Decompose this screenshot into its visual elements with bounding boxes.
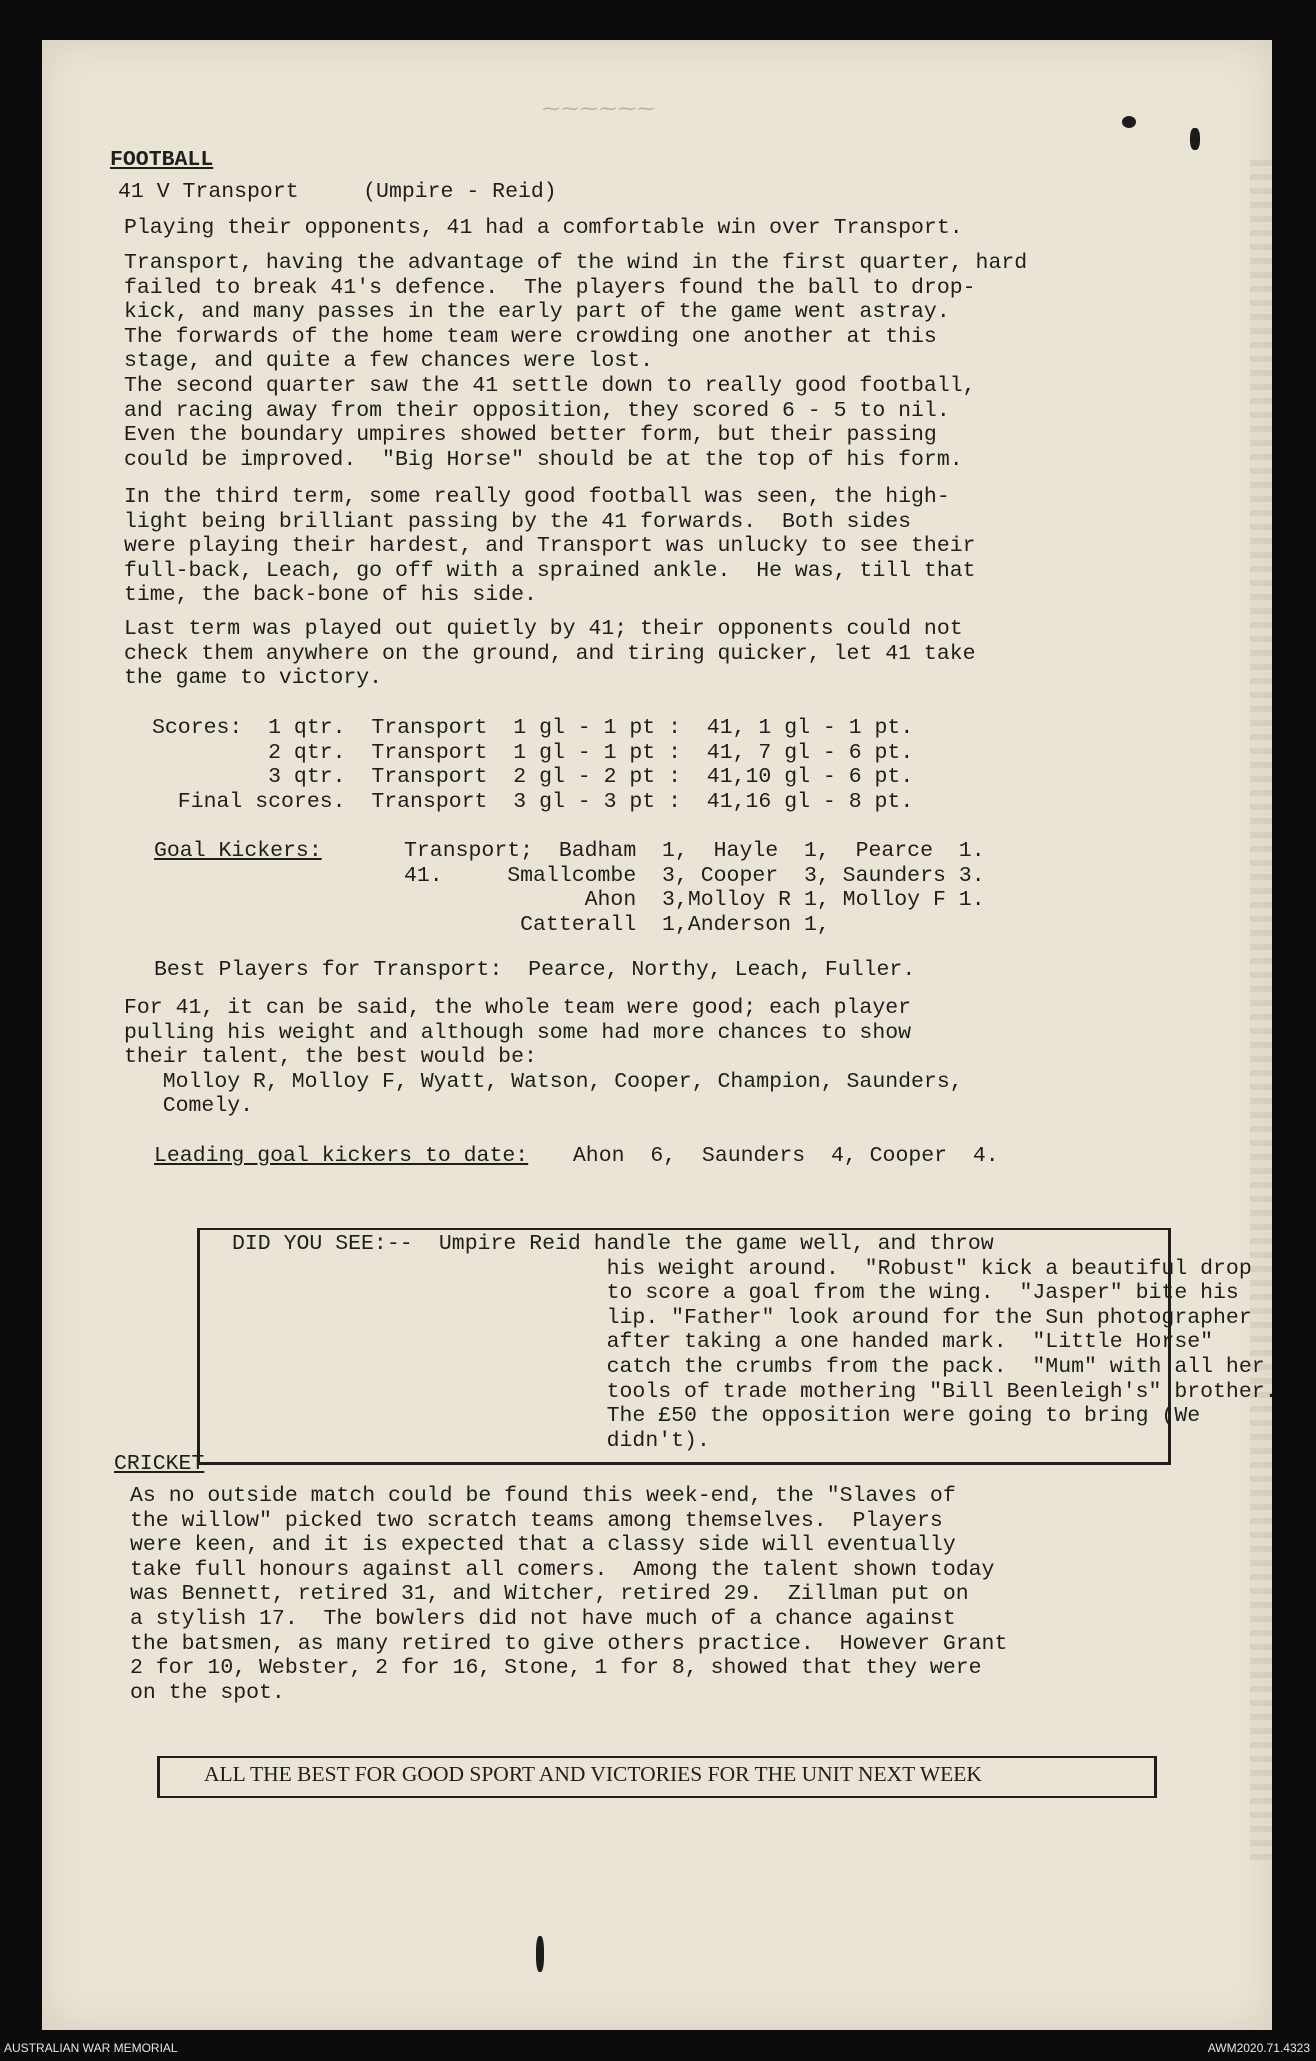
leading-goal-kickers-values: Ahon 6, Saunders 4, Cooper 4.: [560, 1144, 999, 1168]
ink-blot: [1190, 128, 1200, 150]
best-players-41: For 41, it can be said, the whole team were good; each player pulling his weight and although some had more chances to show their talent, the best would be: Molloy R, Molloy F, Wyatt, Watson, Cooper, Champion, Saunders, Comely.: [124, 996, 963, 1119]
match-title: 41 V Transport (Umpire - Reid): [118, 180, 557, 204]
document-page: [42, 40, 1278, 2030]
did-you-see-box: [197, 1228, 1278, 1465]
scores-table: Scores: 1 qtr. Transport 1 gl - 1 pt : 41, 1 gl - 1 pt. 2 qtr. Transport 1 gl - 1 pt : 41, 7 gl - 6 pt. 3 qtr. Transport 2 gl - 2 pt : 41,10 gl - 6 pt. Final scores. Transport 3 gl - 3 pt : 41,16 gl - 8 pt.: [152, 716, 914, 814]
goal-kickers-list: Transport; Badham 1, Hayle 1, Pearce 1. 41. Smallcombe 3, Cooper 3, Saunders 3. Ahon 3,Molloy R 1, Molloy F 1. Catterall 1,Anderson 1,: [404, 839, 985, 937]
cricket-paragraph: As no outside match could be found this week-end, the "Slaves of the willow" picked two scratch teams among themselves. Players were keen, and it is expected that a classy side will eventually take full honours against all comers. Among the talent shown today was Bennett, retired 31, and Witcher, retired 29. Zillman put on a stylish 17. The bowlers did not have much of a chance against the batsmen, as many retired to give others practice. However Grant 2 for 10, Webster, 2 for 16, Stone, 1 for 8, showed that they were on the spot.: [130, 1484, 1008, 1705]
cricket-heading: CRICKET: [114, 1452, 205, 1476]
ink-blot: [1122, 116, 1136, 128]
did-you-see-text: Umpire Reid handle the game well, and throw his weight around. "Robust" kick a beautiful drop to score a goal from the wing. "Jasper" bite his lip. "Father" look around for the Sun photographer after taking a one handed mark. "Little Horse" catch the crumbs from the pack. "Mum" with all her tools of trade mothering "Bill Beenleigh's" brother. The £50 the opposition were going to bring (We didn't).: [438, 1232, 1278, 1453]
footer-banner: [157, 1756, 1157, 1798]
page-edge-texture: [1250, 160, 1272, 1860]
did-you-see-label: DID YOU SEE:--: [232, 1232, 413, 1256]
football-paragraph-2: Transport, having the advantage of the wind in the first quarter, hard failed to break 41's defence. The players found the ball to drop- kick, and many passes in the early part of the game went astray. The forwards of the home team were crowding one another at this stage, and quite a few chances were lost. The second quarter saw the 41 settle down to really good football, and racing away from their opposition, they scored 6 - 5 to nil. Even the boundary umpires showed better form, but their passing could be improved. "Big Horse" should be at the top of his form.: [124, 251, 1028, 472]
football-paragraph-4: Last term was played out quietly by 41; their opponents could not check them anywhere on the ground, and tiring quicker, let 41 take the game to victory.: [124, 617, 976, 691]
football-paragraph-1: Playing their opponents, 41 had a comfortable win over Transport.: [124, 216, 963, 240]
ink-smudge: [536, 1936, 544, 1972]
footer-banner-text: ALL THE BEST FOR GOOD SPORT AND VICTORIES FOR THE UNIT NEXT WEEK: [204, 1762, 982, 1786]
best-players-transport: Best Players for Transport: Pearce, Northy, Leach, Fuller.: [154, 958, 916, 982]
football-paragraph-3: In the third term, some really good football was seen, the high- light being brilliant passing by the 41 forwards. Both sides were playing their hardest, and Transport was unlucky to see their full-back, Leach, go off with a sprained ankle. He was, till that time, the back-bone of his side.: [124, 485, 976, 608]
archive-caption-left: AUSTRALIAN WAR MEMORIAL: [4, 2041, 178, 2055]
leading-goal-kickers-label: Leading goal kickers to date:: [154, 1144, 529, 1168]
football-heading: FOOTBALL: [110, 148, 214, 172]
faint-handwriting-mark: ⁓⁓⁓⁓⁓⁓: [542, 98, 656, 119]
goal-kickers-label: Goal Kickers:: [154, 839, 322, 863]
archive-caption-right: AWM2020.71.4323: [1207, 2041, 1310, 2055]
